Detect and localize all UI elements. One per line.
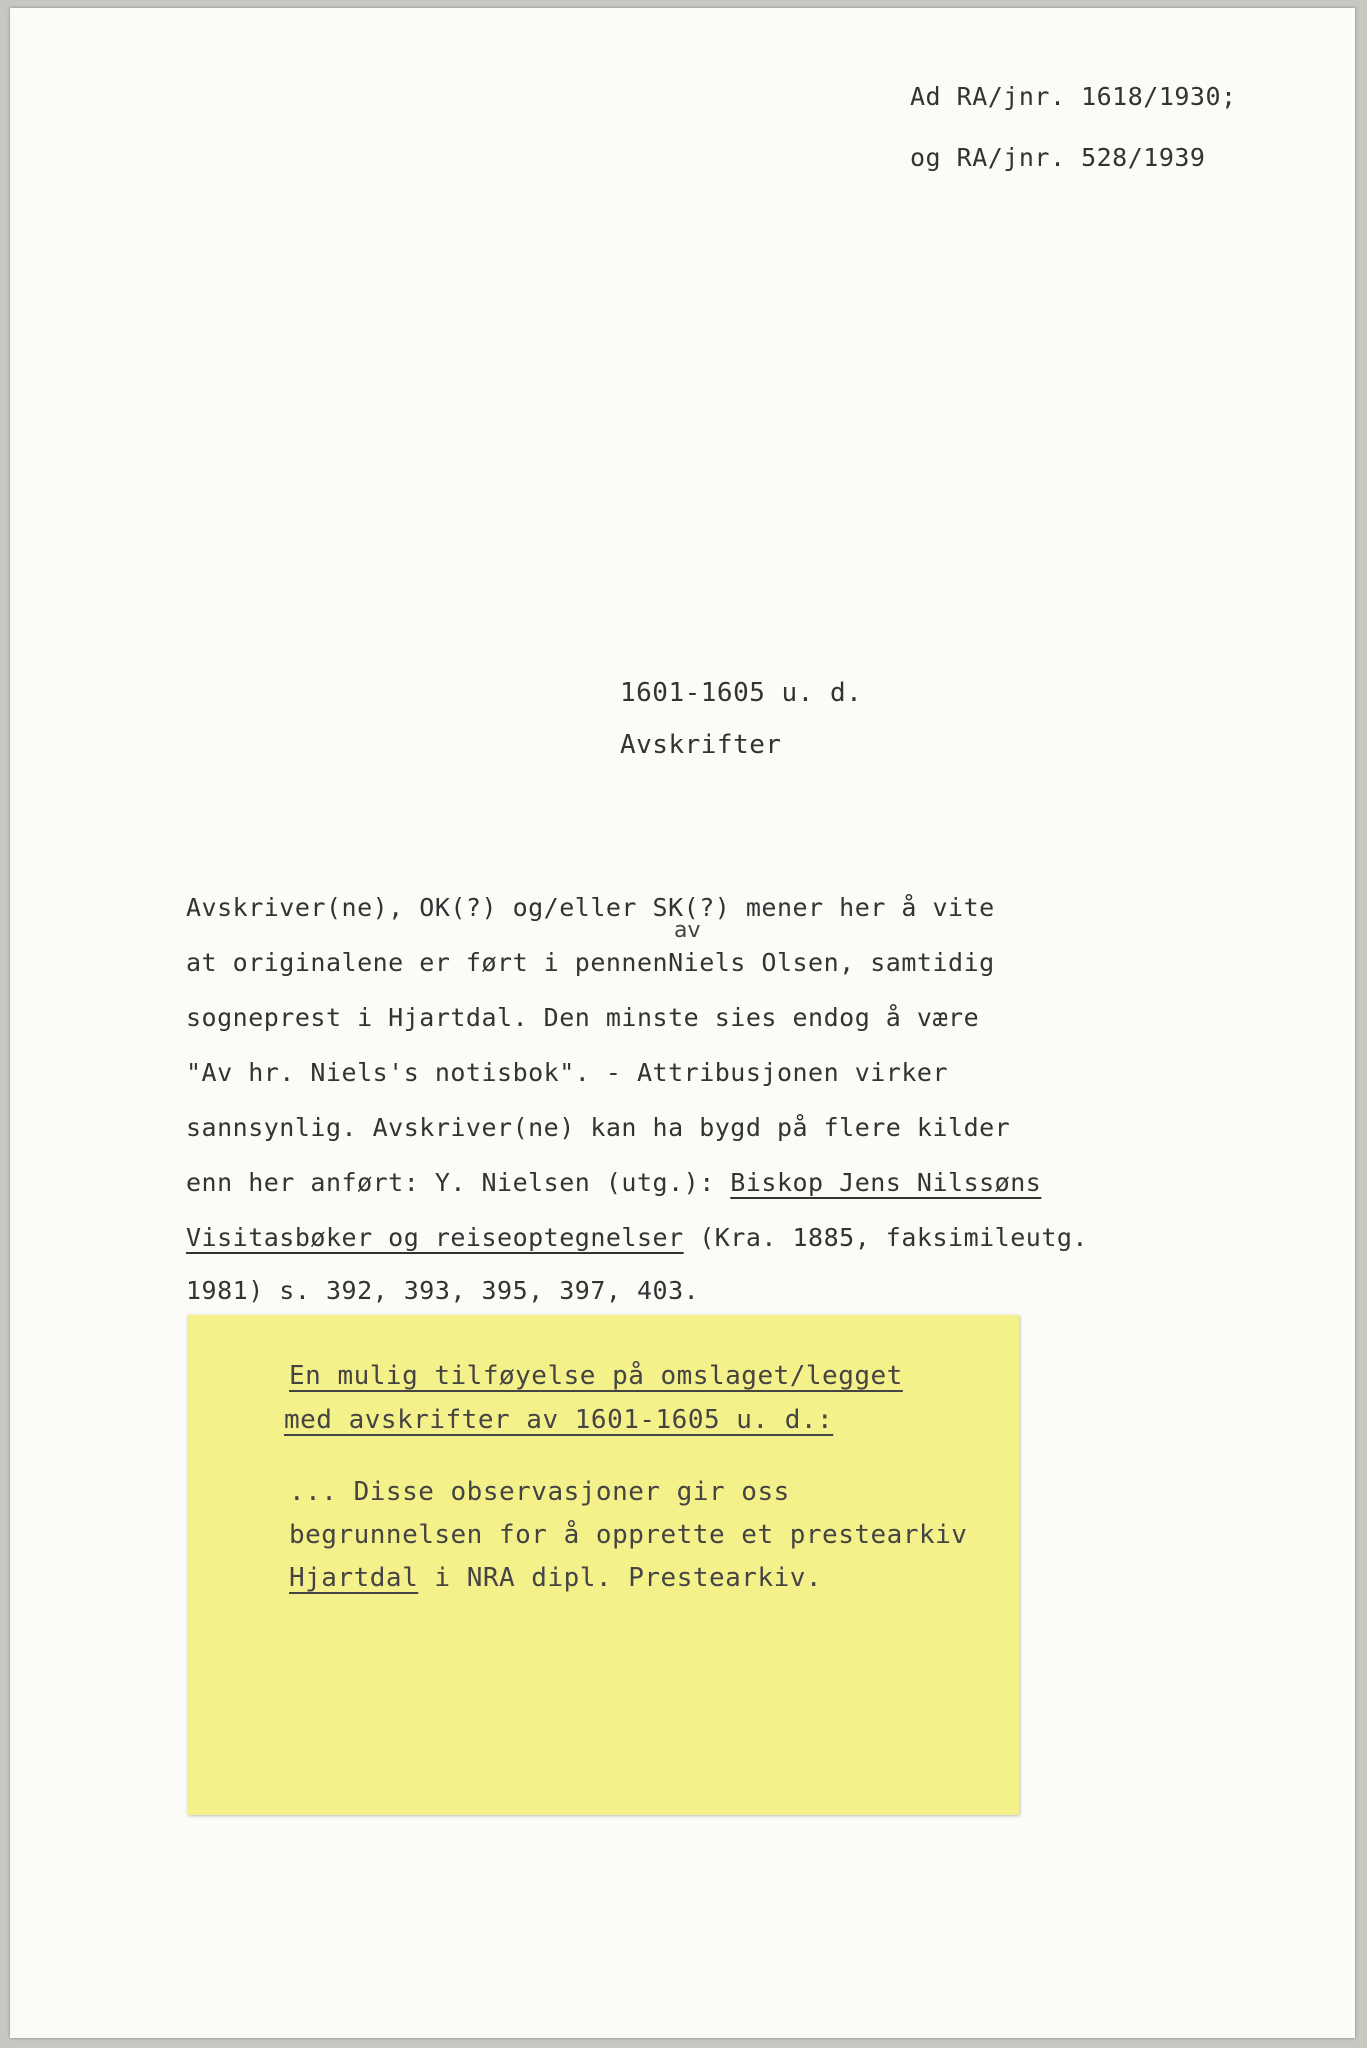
note-line-1: En mulig tilføyelse på omslaget/legget [289,1361,903,1391]
body-line-3: sogneprest i Hjartdal. Den minste sies endog å være [186,1003,980,1032]
note-line-5-post: i NRA dipl. Prestearkiv. [418,1563,823,1593]
note-line-3: ... Disse observasjoner gir oss [289,1477,790,1507]
body-line-2-pre: at originalene er ført i pennen [186,948,669,977]
body-line-7-post: (Kra. 1885, faksimileutg. [683,1223,1088,1252]
note-line-4: begrunnelsen for å opprette et prestearkiv [289,1520,968,1550]
sticky-note [187,1315,1019,1815]
handwritten-insertion: av [674,918,701,943]
note-line-5 [289,1563,822,1593]
body-line-6-pre: enn her anført: Y. Nielsen (utg.): [186,1168,731,1197]
body-line-2-post: Niels Olsen, samtidig [668,948,995,977]
document-page [10,8,1355,2038]
body-line-1: Avskriver(ne), OK(?) og/eller SK(?) mener her å vite [186,893,995,922]
body-line-2 [186,948,995,977]
reference-line-1: Ad RA/jnr. 1618/1930; [910,82,1237,111]
reference-line-2: og RA/jnr. 528/1939 [910,143,1206,172]
body-line-6 [186,1168,1041,1197]
body-line-4: "Av hr. Niels's notisbok". - Attribusjonen virker [186,1058,949,1087]
body-line-8: 1981) s. 392, 393, 395, 397, 403. [186,1276,700,1305]
heading-title: Avskrifter [620,730,782,760]
note-line-2: med avskrifter av 1601-1605 u. d.: [284,1405,834,1435]
book-title-part-2: Visitasbøker og reiseoptegnelser [186,1223,684,1252]
note-place-name: Hjartdal [289,1563,419,1593]
body-line-7 [186,1223,1088,1252]
body-line-5: sannsynlig. Avskriver(ne) kan ha bygd på flere kilder [186,1113,1011,1142]
book-title-part-1: Biskop Jens Nilssøns [730,1168,1042,1197]
heading-date: 1601-1605 u. d. [620,678,863,708]
